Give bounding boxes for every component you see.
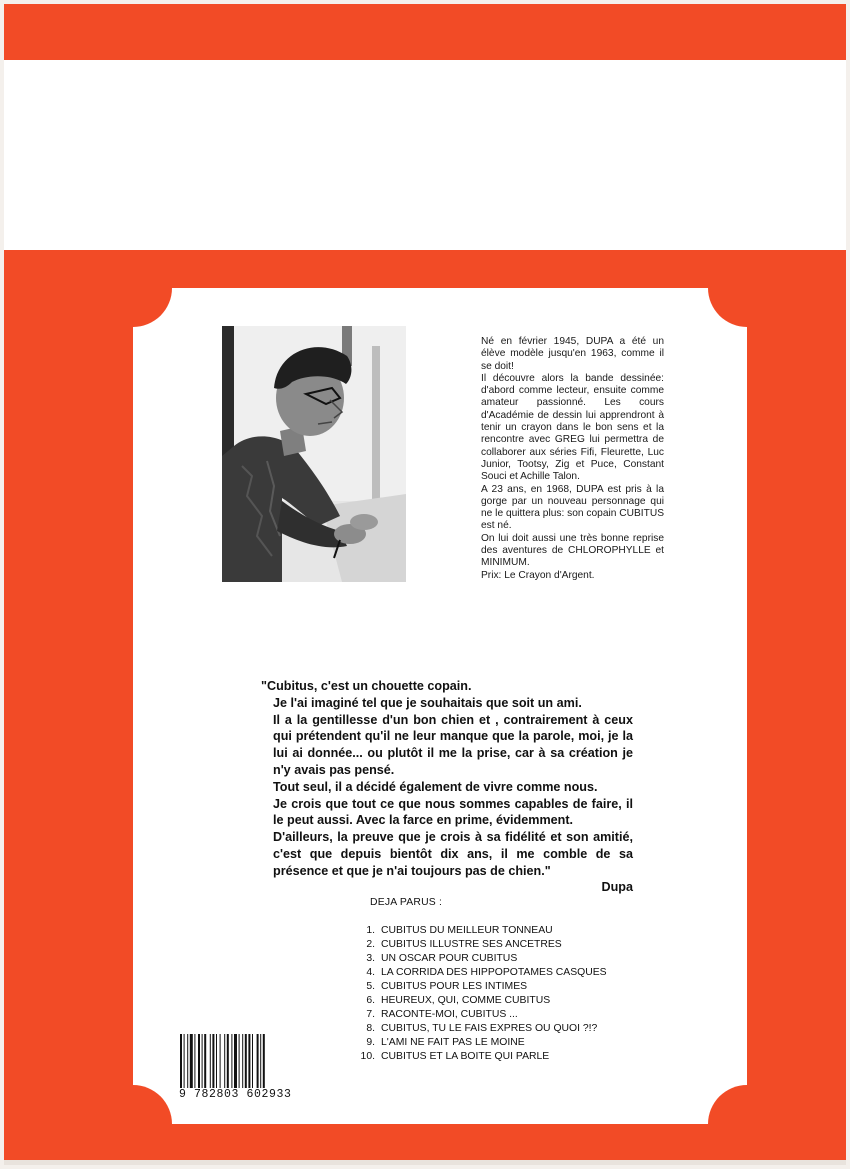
bio-paragraph: Né en février 1945, DUPA a été un élève modèle jusqu'en 1963, comme il se doit!: [481, 336, 664, 372]
quote-paragraph: D'ailleurs, la preuve que je crois à sa fidélité et son amitié, c'est que depuis bientôt dix ans, il me comble de sa présence et que je n'ai toujours pas de chien.": [273, 830, 633, 878]
album-number: 8.: [366, 1023, 375, 1034]
bio-paragraph: Il découvre alors la bande dessinée: d'abord comme lecteur, ensuite comme amateur passionné. Les cours d'Académie de dessin lui apprendront à tenir un crayon dans le bon sens et la rencontre avec GREG lui permettra de collaborer aux séries Fifi, Fleurette, Luc Junior, Tootsy, Zig et Puce, Constant Souci et Achille Talon.: [481, 372, 664, 483]
barcode-bars: [178, 1034, 292, 1090]
album-number: 6.: [366, 995, 375, 1006]
album-item: [355, 952, 607, 966]
quote-author: Dupa: [601, 879, 633, 894]
author-quote: [261, 678, 633, 895]
album-number: 4.: [366, 967, 375, 978]
album-title: UN OSCAR POUR CUBITUS: [381, 953, 518, 964]
album-title: L'AMI NE FAIT PAS LE MOINE: [381, 1037, 525, 1048]
album-title: HEUREUX, QUI, COMME CUBITUS: [381, 995, 551, 1006]
album-item: [355, 924, 607, 938]
content-panel: [133, 288, 747, 1124]
author-portrait-illustration: [222, 326, 406, 582]
quote-paragraph: "Cubitus, c'est un chouette copain.: [261, 679, 472, 693]
album-number: 3.: [366, 953, 375, 964]
corner-scallop: [133, 288, 172, 327]
author-biography: [481, 336, 664, 582]
album-item: [355, 1008, 607, 1022]
album-item: [355, 1050, 607, 1064]
album-number: 2.: [366, 939, 375, 950]
corner-scallop: [708, 288, 747, 327]
quote-paragraph: Je crois que tout ce que nous sommes capables de faire, il le peut aussi. Avec la farce en prime, évidemment.: [273, 796, 633, 828]
album-title: CUBITUS ET LA BOITE QUI PARLE: [381, 1051, 550, 1062]
white-band: [4, 60, 846, 250]
author-portrait-photo: [222, 326, 406, 582]
album-number: 1.: [366, 925, 375, 936]
album-number: 5.: [366, 981, 375, 992]
bio-paragraph: A 23 ans, en 1968, DUPA est pris à la gorge par un nouveau personnage qui ne le quittera plus: son copain CUBITUS est né.: [481, 483, 664, 532]
album-title: CUBITUS, TU LE FAIS EXPRES OU QUOI ?!?: [381, 1023, 598, 1034]
bottom-edge: [4, 1160, 846, 1165]
album-item: [355, 994, 607, 1008]
corner-scallop: [708, 1085, 747, 1124]
quote-paragraph: Il a la gentillesse d'un bon chien et , contrairement à ceux qui prétendent qu'il ne leur manque que la parole, moi, je la lui ai donnée... ou plutôt il me la prise, car à sa création je n'y avais pas pensé.: [273, 712, 633, 777]
album-number: 7.: [366, 1009, 375, 1020]
top-orange-band: [4, 4, 846, 60]
album-item: [355, 966, 607, 980]
album-title: RACONTE-MOI, CUBITUS ...: [381, 1009, 518, 1020]
album-title: CUBITUS ILLUSTRE SES ANCETRES: [381, 939, 562, 950]
album-number: 9.: [366, 1037, 375, 1048]
album-item: [355, 1022, 607, 1036]
album-title: CUBITUS DU MEILLEUR TONNEAU: [381, 925, 553, 936]
bio-paragraph: Prix: Le Crayon d'Argent.: [481, 569, 595, 581]
album-number: 10.: [360, 1051, 375, 1062]
bio-paragraph: On lui doit aussi une très bonne reprise des aventures de CHLOROPHYLLE et MINIMUM.: [481, 532, 664, 569]
album-list: [355, 924, 607, 1064]
album-list-title: DEJA PARUS :: [370, 897, 443, 908]
quote-paragraph: Je l'ai imaginé tel que je souhaitais que soit un ami.: [273, 695, 582, 710]
album-item: [355, 938, 607, 952]
album-item: [355, 980, 607, 994]
album-title: CUBITUS POUR LES INTIMES: [381, 981, 528, 992]
quote-paragraph: Tout seul, il a décidé également de vivre comme nous.: [273, 779, 598, 794]
album-item: [355, 1036, 607, 1050]
isbn-number: 9 782803 602933: [179, 1088, 292, 1101]
corner-scallop: [133, 1085, 172, 1124]
album-title: LA CORRIDA DES HIPPOPOTAMES CASQUES: [381, 967, 607, 978]
